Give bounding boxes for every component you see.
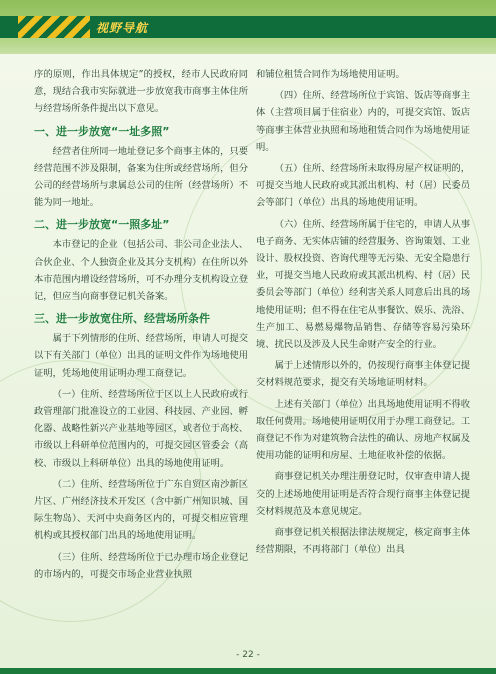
paragraph: （三）住所、经营场所位于已办理市场企业登记的市场内的，可提交市场企业营业执照 [34,551,248,580]
paragraph: （一）住所、经营场所位于区以上人民政府或行政管理部门批准设立的工业园、科技园、产业园、孵化器、战略性新兴产业基地等园区，或者位于高校、市级以上科研单位范围内的，可提交园区管委会（高校、市级以上科研单位）出具的场地使用证明。 [34,388,248,469]
paragraph: （五）住所、经营场所未取得房屋产权证明的，可提交当地人民政府或其派出机构、村（居）民委员会等部门（单位）出具的场地使用证明。 [256,163,470,209]
header-stripes-decoration [18,16,90,38]
paragraph: 本市登记的企业（包括公司、非公司企业法人、合伙企业、个人独资企业及其分支机构）在住所以外本市范围内增设经营场所，可不办理分支机构设立登记，但应当向商事登记机关备案。 [34,239,248,303]
paragraph: 属于下列情形的住所、经营场所，申请人可提交以下有关部门（单位）出具的证明文件作为场地使用证明，凭场地使用证明办理工商登记。 [34,333,248,379]
heading-relax-premises-conditions: 三、进一步放宽住所、经营场所条件 [34,312,210,326]
heading-one-address-multi-license: 一、进一步放宽“一址多照” [34,124,170,138]
paragraph: 和铺位租赁合同作为场地使用证明。 [256,69,405,80]
paragraph: 经营者住所同一地址登记多个商事主体的，只要经营范围不涉及限制，备案为住所或经营场所，但分公司的经营场所与隶属总公司的住所（经营场所）不能为同一地址。 [34,145,248,209]
paragraph: 商事登记机关办理注册登记时，仅审查申请人提交的上述场地使用证明是否符合现行商事主体登记提交材料规范及本意见规定。 [256,471,470,517]
paragraph: 序的原则，作出具体规定”的授权，经市人民政府同意，现结合我市实际就进一步放宽我市商事主体住所与经营场所条件提出以下意见。 [34,69,248,115]
paragraph: （六）住所、经营场所属于住宅的，申请人从事电子商务、无实体店铺的经营服务、咨询策划、工业设计、股权投资、咨询代理等无污染、无安全隐患行业，可提交当地人民政府或其派出机构、村（居）民委员会等部门（单位）经利害关系人同意后出具的场地使用证明；但不得在住宅从事餐饮、娱乐、洗浴、生产加工、易燃易爆物品销售、存储等容易污染环境、扰民以及涉及人民生命财产安全的行业。 [256,218,470,351]
paragraph: （二）住所、经营场所位于广东自贸区南沙新区片区、广州经济技术开发区（含中新广州知识城、国际生物岛）、天河中央商务区内的，可提交相应管理机构或其授权部门出具的场地使用证明。 [34,478,248,542]
paragraph: 属于上述情形以外的，仍按现行商事主体登记提交材料规范要求，提交有关场地证明材料。 [256,360,470,389]
page-number: - 22 - [236,650,260,660]
paragraph: 上述有关部门（单位）出具场地使用证明不得收取任何费用。场地使用证明仅用于办理工商登记。工商登记不作为对建筑物合法性的确认、房地产权属及使用功能的证明和房屋、土地征收补偿的依据。 [256,398,470,462]
paragraph: （四）住所、经营场所位于宾馆、饭店等商事主体（主营项目属于住宿业）内的，可提交宾馆、饭店等商事主体营业执照和场地租赁合同作为场地使用证明。 [256,90,470,153]
heading-one-license-multi-address: 二、进一步放宽“一照多址” [34,218,170,232]
bottom-strip [0,668,496,674]
right-column [256,66,470,558]
left-column [34,66,248,583]
paragraph: 商事登记机关根据法律法规规定，核定商事主体经营期限，不再将部门（单位）出具 [256,527,470,556]
section-title: 视野导航 [96,21,149,35]
